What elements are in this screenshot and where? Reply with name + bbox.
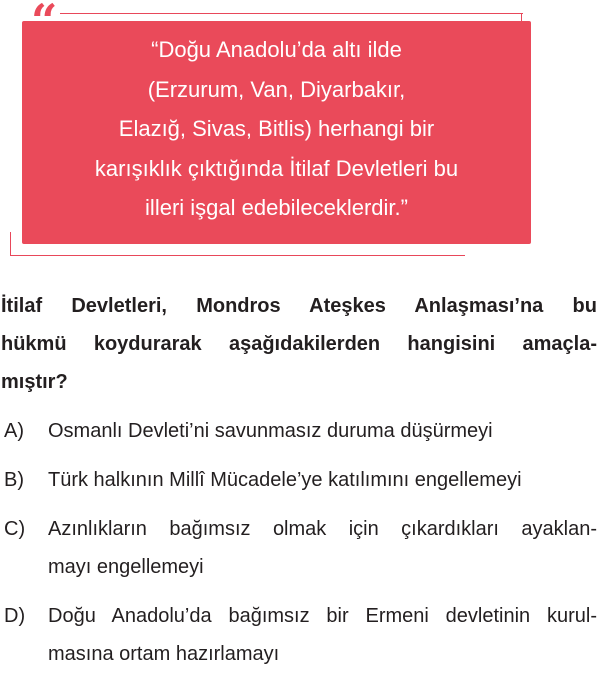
- quote-line: “Doğu Anadolu’da altı ilde: [151, 37, 402, 62]
- option-letter: A): [4, 420, 24, 442]
- question-line: İtilaf Devletleri, Mondros Ateşkes Anlaşması’na bu: [1, 295, 597, 317]
- question-line: hükmü koydurarak aşağıdakilerden hangisini amaçla-: [1, 333, 597, 355]
- option-line: Türk halkının Millî Mücadele’ye katılımını engellemeyi: [48, 469, 522, 491]
- question-line: mıştır?: [1, 371, 68, 393]
- option-text: [48, 510, 597, 586]
- option-letter: D): [4, 605, 26, 627]
- frame-left-tick: [10, 232, 11, 256]
- quote-line: (Erzurum, Van, Diyarbakır,: [147, 76, 406, 102]
- frame-top-line: [60, 13, 523, 14]
- quote-text: [22, 30, 531, 228]
- option-line: Osmanlı Devleti’ni savunmasız duruma düşürmeyi: [48, 420, 493, 442]
- option-letter: B): [4, 469, 24, 491]
- quote-line: illeri işgal edebileceklerdir.”: [145, 195, 408, 220]
- option-line: mayı engellemeyi: [48, 556, 204, 578]
- close-quote-icon: ”: [466, 221, 493, 275]
- option-line: masına ortam hazırlamayı: [48, 643, 280, 665]
- option-line: Doğu Anadolu’da bağımsız bir Ermeni devletinin kurul-: [48, 605, 597, 627]
- quote-line: Elazığ, Sivas, Bitlis) herhangi bir: [118, 116, 435, 141]
- option-text: [48, 597, 597, 673]
- frame-bottom-line: [10, 255, 465, 256]
- option-text: [48, 412, 597, 450]
- question-stem: [1, 287, 597, 401]
- option-text: [48, 461, 597, 499]
- quote-line: karışıklık çıktığında İtilaf Devletleri bu: [94, 155, 459, 181]
- option-line: Azınlıkların bağımsız olmak için çıkardıkları ayaklan-: [48, 518, 597, 540]
- option-letter: C): [4, 518, 26, 540]
- open-quote-icon: “: [31, 0, 58, 48]
- quote-card: [0, 0, 605, 275]
